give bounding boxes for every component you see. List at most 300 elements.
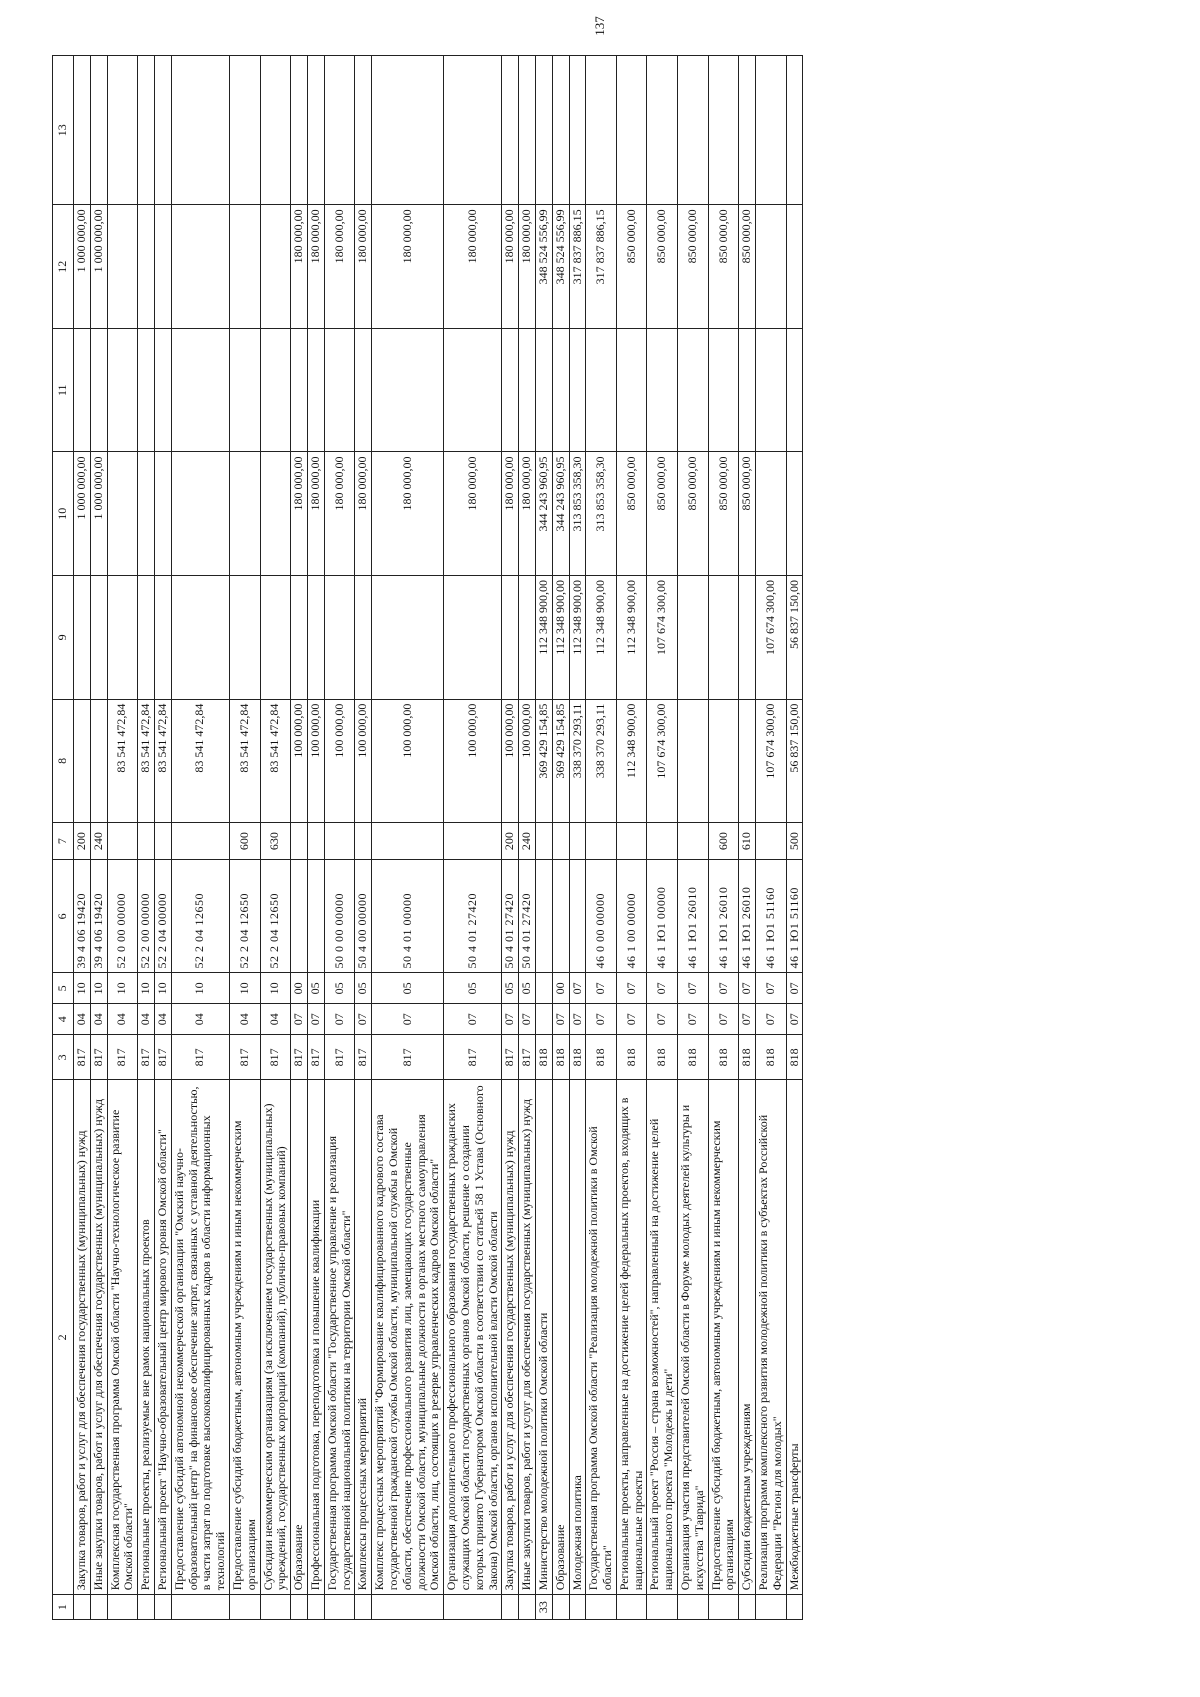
row-number-cell (756, 1595, 787, 1620)
target-article-cell: 46 1 Ю1 51160 (756, 860, 787, 973)
item-name-cell: Организация участия представителей Омской области в Форуме молодых деятелей культуры и искусства "Таврида" (678, 1080, 709, 1595)
budget-table (52, 55, 803, 1620)
column-header: 13 (53, 56, 74, 205)
section-code-cell: 07 (569, 1004, 586, 1035)
column-header: 9 (53, 576, 74, 700)
amount-col13-cell (678, 56, 709, 205)
amount-col8-cell (739, 699, 756, 823)
amount-col12-cell: 1 000 000,00 (74, 205, 91, 329)
amount-col9-cell: 112 348 900,00 (586, 576, 617, 700)
subsection-code-cell: 07 (786, 973, 803, 1004)
target-article-cell: 50 0 00 00000 (324, 860, 355, 973)
amount-col8-cell: 100 000,00 (307, 699, 324, 823)
amount-col9-cell: 112 348 900,00 (552, 576, 569, 700)
amount-col13-cell (307, 56, 324, 205)
amount-col10-cell: 180 000,00 (355, 452, 372, 576)
item-name-cell: Комплекс процессных мероприятий "Формирование квалифицированного кадрового состава государственной гражданской службы Омской области, муниципальной службы в Омской области, обеспечение профессионального развития лиц, замещающих государственные должности Омской области, муниципальные должности в органах местного самоуправления Омской области, лиц, состоящих в резерве управленческих кадров Омской области" (372, 1080, 444, 1595)
row-number-cell (324, 1595, 355, 1620)
row-number-cell (647, 1595, 678, 1620)
amount-col13-cell (786, 56, 803, 205)
table-row (355, 56, 372, 1620)
ministry-code-cell: 817 (372, 1035, 444, 1080)
row-number-cell (739, 1595, 756, 1620)
section-code-cell: 07 (586, 1004, 617, 1035)
expense-type-cell (535, 823, 552, 860)
expense-type-cell (138, 823, 155, 860)
amount-col8-cell (74, 699, 91, 823)
amount-col11-cell (444, 328, 502, 452)
amount-col11-cell (90, 328, 107, 452)
table-row (154, 56, 171, 1620)
section-code-cell: 04 (260, 1004, 291, 1035)
amount-col9-cell: 112 348 900,00 (616, 576, 647, 700)
subsection-code-cell: 10 (260, 973, 291, 1004)
amount-col9-cell (291, 576, 308, 700)
amount-col9-cell (307, 576, 324, 700)
row-number-cell (291, 1595, 308, 1620)
amount-col13-cell (355, 56, 372, 205)
table-row (324, 56, 355, 1620)
item-name-cell: Региональный проект "Научно-образовательный центр мирового уровня Омской области" (154, 1080, 171, 1595)
ministry-code-cell: 818 (569, 1035, 586, 1080)
subsection-code-cell: 07 (678, 973, 709, 1004)
ministry-code-cell: 818 (616, 1035, 647, 1080)
amount-col11-cell (569, 328, 586, 452)
amount-col12-cell: 850 000,00 (708, 205, 739, 329)
target-article-cell: 46 1 Ю1 26010 (708, 860, 739, 973)
amount-col9-cell (74, 576, 91, 700)
amount-col13-cell (756, 56, 787, 205)
amount-col12-cell (171, 205, 229, 329)
amount-col11-cell (154, 328, 171, 452)
section-code-cell: 04 (229, 1004, 260, 1035)
amount-col10-cell: 344 243 960,95 (552, 452, 569, 576)
amount-col9-cell (154, 576, 171, 700)
amount-col8-cell: 112 348 900,00 (616, 699, 647, 823)
amount-col12-cell: 180 000,00 (291, 205, 308, 329)
amount-col10-cell (171, 452, 229, 576)
amount-col12-cell: 348 524 556,99 (552, 205, 569, 329)
column-header: 12 (53, 205, 74, 329)
amount-col13-cell (138, 56, 155, 205)
amount-col12-cell: 180 000,00 (502, 205, 519, 329)
table-row (647, 56, 678, 1620)
amount-col8-cell: 56 837 150,00 (786, 699, 803, 823)
amount-col9-cell (229, 576, 260, 700)
amount-col9-cell (739, 576, 756, 700)
amount-col10-cell: 850 000,00 (647, 452, 678, 576)
item-name-cell: Предоставление субсидий бюджетным, автономным учреждениям и иным некоммерческим организациям (708, 1080, 739, 1595)
amount-col8-cell: 83 541 472,84 (107, 699, 138, 823)
amount-col10-cell (756, 452, 787, 576)
amount-col8-cell: 100 000,00 (519, 699, 536, 823)
item-name-cell: Региональные проекты, направленные на достижение целей федеральных проектов, входящих в национальные проекты (616, 1080, 647, 1595)
amount-col10-cell: 180 000,00 (502, 452, 519, 576)
ministry-code-cell: 818 (739, 1035, 756, 1080)
table-row (171, 56, 229, 1620)
target-article-cell: 39 4 06 19420 (90, 860, 107, 973)
amount-col10-cell: 1 000 000,00 (74, 452, 91, 576)
amount-col10-cell (138, 452, 155, 576)
amount-col10-cell: 344 243 960,95 (535, 452, 552, 576)
row-number-cell (355, 1595, 372, 1620)
table-row (372, 56, 444, 1620)
ministry-code-cell: 817 (502, 1035, 519, 1080)
table-row (502, 56, 519, 1620)
amount-col8-cell: 100 000,00 (444, 699, 502, 823)
target-article-cell (552, 860, 569, 973)
rotated-page (52, 55, 1137, 1620)
expense-type-cell (569, 823, 586, 860)
amount-col9-cell (444, 576, 502, 700)
expense-type-cell: 600 (708, 823, 739, 860)
section-code-cell: 07 (307, 1004, 324, 1035)
item-name-cell: Иные закупки товаров, работ и услуг для обеспечения государственных (муниципальных) нужд (90, 1080, 107, 1595)
amount-col11-cell (229, 328, 260, 452)
amount-col9-cell (138, 576, 155, 700)
amount-col9-cell (260, 576, 291, 700)
amount-col11-cell (786, 328, 803, 452)
section-code-cell: 07 (786, 1004, 803, 1035)
ministry-code-cell: 817 (138, 1035, 155, 1080)
amount-col13-cell (372, 56, 444, 205)
amount-col9-cell (90, 576, 107, 700)
expense-type-cell: 600 (229, 823, 260, 860)
amount-col9-cell (355, 576, 372, 700)
amount-col9-cell (708, 576, 739, 700)
table-row (107, 56, 138, 1620)
amount-col13-cell (171, 56, 229, 205)
expense-type-cell: 500 (786, 823, 803, 860)
item-name-cell: Молодежная политика (569, 1080, 586, 1595)
amount-col13-cell (519, 56, 536, 205)
amount-col13-cell (569, 56, 586, 205)
table-row (552, 56, 569, 1620)
row-number-cell (569, 1595, 586, 1620)
target-article-cell: 46 1 00 00000 (616, 860, 647, 973)
table-row (291, 56, 308, 1620)
row-number-cell (229, 1595, 260, 1620)
amount-col10-cell (229, 452, 260, 576)
expense-type-cell: 610 (739, 823, 756, 860)
ministry-code-cell: 817 (355, 1035, 372, 1080)
amount-col10-cell: 180 000,00 (291, 452, 308, 576)
item-name-cell: Иные закупки товаров, работ и услуг для обеспечения государственных (муниципальных) нужд (519, 1080, 536, 1595)
section-code-cell: 07 (616, 1004, 647, 1035)
amount-col11-cell (107, 328, 138, 452)
section-code-cell: 04 (171, 1004, 229, 1035)
amount-col11-cell (74, 328, 91, 452)
row-number-cell: 33 (535, 1595, 552, 1620)
target-article-cell: 52 2 04 00000 (154, 860, 171, 973)
subsection-code-cell: 10 (90, 973, 107, 1004)
row-number-cell (90, 1595, 107, 1620)
section-code-cell: 04 (107, 1004, 138, 1035)
amount-col12-cell: 180 000,00 (324, 205, 355, 329)
expense-type-cell (171, 823, 229, 860)
amount-col11-cell (586, 328, 617, 452)
amount-col9-cell: 112 348 900,00 (569, 576, 586, 700)
target-article-cell: 50 4 01 27420 (502, 860, 519, 973)
amount-col10-cell (107, 452, 138, 576)
amount-col13-cell (107, 56, 138, 205)
target-article-cell: 52 2 00 00000 (138, 860, 155, 973)
row-number-cell (552, 1595, 569, 1620)
amount-col12-cell: 180 000,00 (444, 205, 502, 329)
column-header: 11 (53, 328, 74, 452)
amount-col12-cell: 850 000,00 (616, 205, 647, 329)
target-article-cell: 52 2 04 12650 (260, 860, 291, 973)
amount-col12-cell: 180 000,00 (355, 205, 372, 329)
section-code-cell: 04 (154, 1004, 171, 1035)
page-number: 137 (592, 16, 607, 36)
amount-col11-cell (307, 328, 324, 452)
amount-col12-cell (138, 205, 155, 329)
expense-type-cell: 240 (90, 823, 107, 860)
ministry-code-cell: 817 (154, 1035, 171, 1080)
row-number-cell (307, 1595, 324, 1620)
amount-col12-cell: 850 000,00 (739, 205, 756, 329)
amount-col11-cell (291, 328, 308, 452)
subsection-code-cell: 07 (708, 973, 739, 1004)
column-header: 2 (53, 1080, 74, 1595)
amount-col8-cell: 83 541 472,84 (138, 699, 155, 823)
amount-col12-cell: 850 000,00 (678, 205, 709, 329)
expense-type-cell: 200 (74, 823, 91, 860)
table-row (307, 56, 324, 1620)
amount-col8-cell: 100 000,00 (291, 699, 308, 823)
row-number-cell (444, 1595, 502, 1620)
item-name-cell: Государственная программа Омской области "Реализация молодежной политики в Омской области" (586, 1080, 617, 1595)
expense-type-cell (756, 823, 787, 860)
target-article-cell: 50 4 00 00000 (355, 860, 372, 973)
row-number-cell (171, 1595, 229, 1620)
ministry-code-cell: 817 (171, 1035, 229, 1080)
amount-col12-cell: 180 000,00 (519, 205, 536, 329)
row-number-cell (708, 1595, 739, 1620)
section-code-cell: 07 (552, 1004, 569, 1035)
section-code-cell: 07 (372, 1004, 444, 1035)
ministry-code-cell: 817 (229, 1035, 260, 1080)
amount-col12-cell: 348 524 556,99 (535, 205, 552, 329)
expense-type-cell (307, 823, 324, 860)
amount-col9-cell (324, 576, 355, 700)
table-row (569, 56, 586, 1620)
row-number-cell (154, 1595, 171, 1620)
amount-col13-cell (616, 56, 647, 205)
table-row (260, 56, 291, 1620)
ministry-code-cell: 817 (291, 1035, 308, 1080)
amount-col13-cell (444, 56, 502, 205)
row-number-cell (74, 1595, 91, 1620)
table-row (519, 56, 536, 1620)
amount-col8-cell: 83 541 472,84 (260, 699, 291, 823)
section-code-cell: 07 (708, 1004, 739, 1035)
subsection-code-cell: 07 (569, 973, 586, 1004)
ministry-code-cell: 818 (786, 1035, 803, 1080)
amount-col10-cell: 1 000 000,00 (90, 452, 107, 576)
subsection-code-cell: 10 (154, 973, 171, 1004)
amount-col9-cell (519, 576, 536, 700)
amount-col13-cell (154, 56, 171, 205)
amount-col11-cell (324, 328, 355, 452)
amount-col10-cell: 180 000,00 (307, 452, 324, 576)
amount-col8-cell: 338 370 293,11 (569, 699, 586, 823)
row-number-cell (107, 1595, 138, 1620)
section-code-cell: 04 (74, 1004, 91, 1035)
amount-col10-cell: 850 000,00 (708, 452, 739, 576)
amount-col12-cell (229, 205, 260, 329)
amount-col9-cell: 107 674 300,00 (756, 576, 787, 700)
expense-type-cell (616, 823, 647, 860)
amount-col12-cell: 850 000,00 (647, 205, 678, 329)
table-row (678, 56, 709, 1620)
subsection-code-cell: 05 (519, 973, 536, 1004)
section-code-cell: 07 (647, 1004, 678, 1035)
section-code-cell: 07 (739, 1004, 756, 1035)
row-number-cell (502, 1595, 519, 1620)
ministry-code-cell: 817 (444, 1035, 502, 1080)
subsection-code-cell: 07 (647, 973, 678, 1004)
item-name-cell: Межбюджетные трансферты (786, 1080, 803, 1595)
amount-col13-cell (708, 56, 739, 205)
amount-col8-cell (708, 699, 739, 823)
column-header: 1 (53, 1595, 74, 1620)
section-code-cell: 07 (324, 1004, 355, 1035)
table-row (444, 56, 502, 1620)
amount-col10-cell: 180 000,00 (324, 452, 355, 576)
subsection-code-cell (535, 973, 552, 1004)
subsection-code-cell: 05 (307, 973, 324, 1004)
amount-col11-cell (616, 328, 647, 452)
target-article-cell: 46 1 Ю1 51160 (786, 860, 803, 973)
ministry-code-cell: 818 (586, 1035, 617, 1080)
target-article-cell: 52 2 04 12650 (171, 860, 229, 973)
amount-col13-cell (552, 56, 569, 205)
target-article-cell: 52 0 00 00000 (107, 860, 138, 973)
amount-col13-cell (260, 56, 291, 205)
item-name-cell: Региональный проект "Россия – страна возможностей", направленный на достижение целей национального проекта "Молодежь и дети" (647, 1080, 678, 1595)
section-code-cell: 07 (756, 1004, 787, 1035)
column-header: 6 (53, 860, 74, 973)
column-header: 3 (53, 1035, 74, 1080)
item-name-cell: Субсидии некоммерческим организациям (за исключением государственных (муниципальных) учреждений, государственных корпораций (компаний), публично-правовых компаний) (260, 1080, 291, 1595)
expense-type-cell (291, 823, 308, 860)
ministry-code-cell: 818 (535, 1035, 552, 1080)
amount-col13-cell (229, 56, 260, 205)
item-name-cell: Комплексы процессных мероприятий (355, 1080, 372, 1595)
amount-col13-cell (90, 56, 107, 205)
target-article-cell: 46 1 Ю1 00000 (647, 860, 678, 973)
expense-type-cell (552, 823, 569, 860)
expense-type-cell (647, 823, 678, 860)
column-header: 8 (53, 699, 74, 823)
subsection-code-cell: 05 (502, 973, 519, 1004)
item-name-cell: Закупка товаров, работ и услуг для обеспечения государственных (муниципальных) нужд (74, 1080, 91, 1595)
ministry-code-cell: 818 (756, 1035, 787, 1080)
amount-col9-cell: 112 348 900,00 (535, 576, 552, 700)
row-number-cell (678, 1595, 709, 1620)
ministry-code-cell: 818 (552, 1035, 569, 1080)
target-article-cell: 46 1 Ю1 26010 (739, 860, 756, 973)
expense-type-cell: 200 (502, 823, 519, 860)
expense-type-cell (355, 823, 372, 860)
subsection-code-cell: 10 (107, 973, 138, 1004)
amount-col9-cell (502, 576, 519, 700)
amount-col11-cell (502, 328, 519, 452)
expense-type-cell (372, 823, 444, 860)
subsection-code-cell: 07 (739, 973, 756, 1004)
item-name-cell: Реализация программ комплексного развития молодежной политики в субъектах Российской Федерации "Регион для молодых" (756, 1080, 787, 1595)
section-code-cell: 04 (90, 1004, 107, 1035)
table-row (90, 56, 107, 1620)
amount-col8-cell: 338 370 293,11 (586, 699, 617, 823)
amount-col10-cell: 313 853 358,30 (586, 452, 617, 576)
amount-col8-cell: 100 000,00 (355, 699, 372, 823)
column-header: 7 (53, 823, 74, 860)
amount-col8-cell (678, 699, 709, 823)
amount-col10-cell: 850 000,00 (678, 452, 709, 576)
subsection-code-cell: 07 (756, 973, 787, 1004)
amount-col11-cell (260, 328, 291, 452)
amount-col12-cell (260, 205, 291, 329)
expense-type-cell (444, 823, 502, 860)
amount-col12-cell (154, 205, 171, 329)
target-article-cell (291, 860, 308, 973)
section-code-cell: 07 (444, 1004, 502, 1035)
row-number-cell (260, 1595, 291, 1620)
subsection-code-cell: 10 (74, 973, 91, 1004)
amount-col10-cell (154, 452, 171, 576)
amount-col10-cell: 850 000,00 (616, 452, 647, 576)
column-header: 5 (53, 973, 74, 1004)
ministry-code-cell: 817 (107, 1035, 138, 1080)
amount-col11-cell (552, 328, 569, 452)
amount-col8-cell: 83 541 472,84 (154, 699, 171, 823)
amount-col11-cell (708, 328, 739, 452)
amount-col10-cell: 180 000,00 (519, 452, 536, 576)
item-name-cell: Предоставление субсидий бюджетным, автономным учреждениям и иным некоммерческим организациям (229, 1080, 260, 1595)
table-row (739, 56, 756, 1620)
target-article-cell: 46 1 Ю1 26010 (678, 860, 709, 973)
section-code-cell: 07 (502, 1004, 519, 1035)
table-row (535, 56, 552, 1620)
target-article-cell: 46 0 00 00000 (586, 860, 617, 973)
target-article-cell: 50 4 01 27420 (519, 860, 536, 973)
subsection-code-cell: 00 (552, 973, 569, 1004)
expense-type-cell (586, 823, 617, 860)
amount-col10-cell: 180 000,00 (444, 452, 502, 576)
amount-col12-cell: 1 000 000,00 (90, 205, 107, 329)
subsection-code-cell: 05 (355, 973, 372, 1004)
amount-col9-cell (678, 576, 709, 700)
expense-type-cell (324, 823, 355, 860)
amount-col12-cell: 317 837 886,15 (569, 205, 586, 329)
amount-col12-cell (786, 205, 803, 329)
amount-col11-cell (138, 328, 155, 452)
column-header: 4 (53, 1004, 74, 1035)
section-code-cell: 04 (138, 1004, 155, 1035)
row-number-cell (519, 1595, 536, 1620)
amount-col11-cell (739, 328, 756, 452)
subsection-code-cell: 10 (171, 973, 229, 1004)
expense-type-cell (107, 823, 138, 860)
item-name-cell: Комплексная государственная программа Омской области "Научно-технологическое развитие Омской области" (107, 1080, 138, 1595)
amount-col11-cell (678, 328, 709, 452)
subsection-code-cell: 10 (229, 973, 260, 1004)
amount-col12-cell (756, 205, 787, 329)
target-article-cell (569, 860, 586, 973)
